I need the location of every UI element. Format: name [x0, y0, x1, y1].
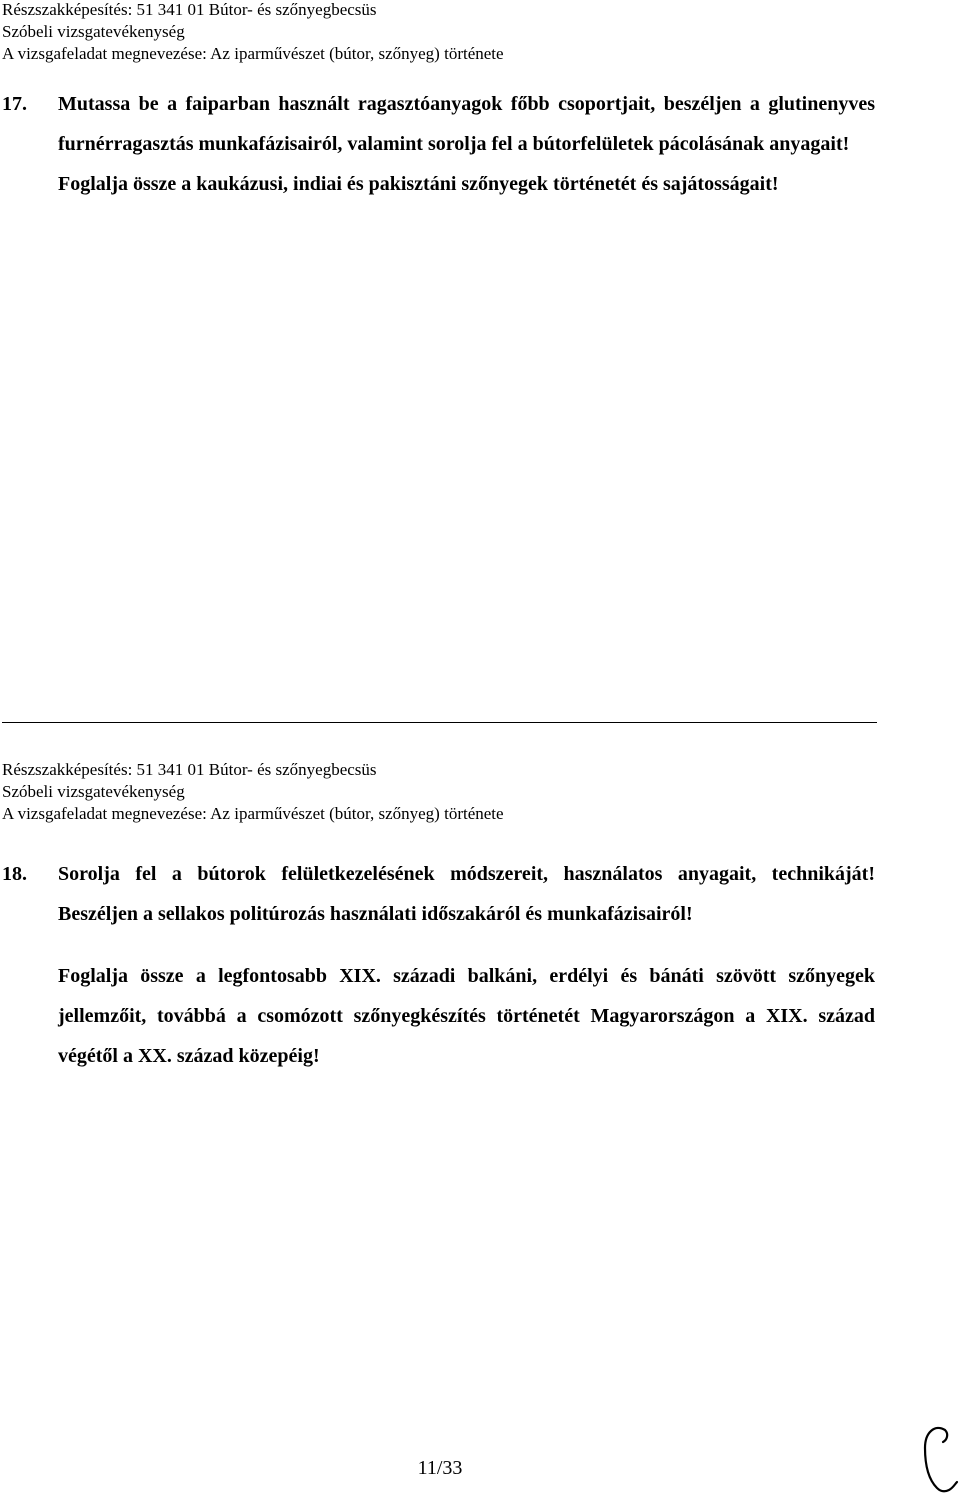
header-qualification: Részszakképesítés: 51 341 01 Bútor- és szőnyegbecsüs [2, 760, 377, 779]
question-text [58, 84, 875, 204]
question-paragraph: Sorolja fel a bútorok felületkezelésének módszereit, használatos anyagait, technikáját! Beszéljen a sellakos politúrozás használati időszakáról és munkafázisairól! [58, 863, 875, 925]
question-paragraph: Mutassa be a faiparban használt ragasztóanyagok főbb csoportjait, beszéljen a glutinenyves furnérragasztás munkafázisairól, valamint sorolja fel a bútorfelületek pácolásának anyagait! [58, 93, 875, 155]
page-number: 11/33 [417, 1457, 463, 1479]
question-text [58, 854, 875, 1076]
section-divider [2, 722, 877, 723]
header-exam-type: Szóbeli vizsgatevékenység [2, 782, 185, 801]
question-number: 18. [2, 863, 27, 885]
question-paragraph: Foglalja össze a kaukázusi, indiai és pakisztáni szőnyegek történetét és sajátosságait! [58, 173, 779, 195]
question-paragraph: Foglalja össze a legfontosabb XIX. századi balkáni, erdélyi és bánáti szövött szőnyegek jellemzőit, továbbá a csomózott szőnyegkészítés történetét Magyarországon a XIX. század végétől a XX. század közepéig! [58, 965, 875, 1067]
signature-mark [915, 1418, 960, 1498]
header-qualification: Részszakképesítés: 51 341 01 Bútor- és szőnyegbecsüs [2, 0, 377, 19]
question-number: 17. [2, 93, 27, 115]
header-task-name: A vizsgafeladat megnevezése: Az iparművészet (bútor, szőnyeg) története [2, 44, 504, 63]
header-task-name: A vizsgafeladat megnevezése: Az iparművészet (bútor, szőnyeg) története [2, 804, 504, 823]
header-exam-type: Szóbeli vizsgatevékenység [2, 22, 185, 41]
